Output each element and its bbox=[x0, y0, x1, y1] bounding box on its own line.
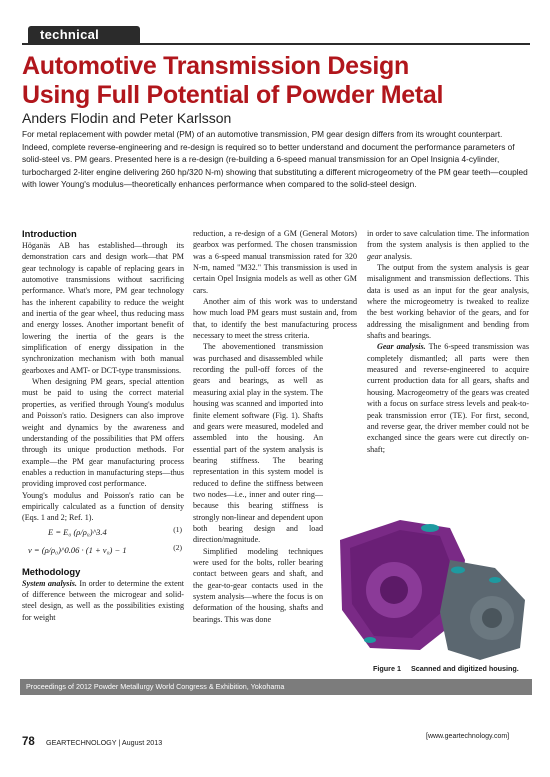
run-in-heading: Gear analysis. bbox=[377, 342, 426, 352]
proceedings-text: Proceedings of 2012 Powder Metallurgy World Congress & Exhibition, Yokohama bbox=[26, 682, 285, 691]
figure-caption-text: Scanned and digitized housing. bbox=[410, 664, 519, 673]
emphasis: gear bbox=[367, 251, 382, 261]
proceedings-bar bbox=[20, 679, 532, 695]
paragraph: The output from the system analysis is gear misalignment and transmission deflections. This data is used as an input for the gear analysis, where the microgeometry is tweaked to realize the best working behavior of the gears, and for addressing the misalignment and bending from shafts and bearings. bbox=[367, 263, 529, 341]
paragraph: In order to determine the extent of difference between the microgear and solid-steel design, as well as the possibilities existing for weight bbox=[22, 578, 184, 622]
paragraph: When designing PM gears, special attention must be paid to using the correct material properties, as verified through Young's modulus and Poisson's ratio. Designers can also improve weight and dynamics by the awareness and understanding of the possibilities that PM offers through its unique production methods. For example—the PM gear manufacturing process enables a reduction in manufacturing steps—thus providing improved cost performance. bbox=[22, 377, 184, 489]
paragraph: Simplified modeling techniques were used for the bolts, roller bearing contact between gears and shaft, and the gear-to-gear contacts used in the system analysis—where the focus is on deformation of the housing, shafts and bearings. This was done bbox=[193, 546, 323, 624]
column-3 bbox=[367, 228, 529, 455]
housing-illustration bbox=[330, 500, 530, 660]
paragraph: Another aim of this work was to understand how much load PM gears must sustain and, from that, to identify the best manufacturing process necessary to meet the stress criteria. bbox=[193, 297, 357, 341]
publication-info: GEARTECHNOLOGY | August 2013 bbox=[46, 738, 163, 747]
equation-1-number: (1) bbox=[173, 524, 182, 534]
website-url: [www.geartechnology.com] bbox=[426, 733, 510, 740]
title-line-2: Using Full Potential of Powder Metal bbox=[22, 81, 444, 109]
paragraph: reduction, a re-design of a GM (General Motors) gearbox was performed. The chosen transmission was a 6-speed manual transmission rated for 320 N-m, named "M32." This transmission is used in certain Opel Insignia models as well as other GM cars. bbox=[193, 229, 357, 295]
article-title bbox=[22, 52, 532, 110]
title-line-1: Automotive Transmission Design bbox=[22, 52, 409, 80]
column-1 bbox=[22, 228, 184, 623]
paragraph: Young's modulus and Poisson's ratio can be empirically calculated as a function of density (Eqs. 1 and 2; Ref. 1). bbox=[22, 490, 184, 523]
section-tab-label: technical bbox=[40, 27, 100, 42]
paragraph: The abovementioned transmission was purchased and disassembled while recording the pull-off forces of the gears and bearings, as well as measuring axial play in the system. The housing was scanned and imported into finite element software (Fig. 1). Shafts and gears were measured, modeled and assembled into the housing. An essential part of the system analysis is bearing stiffness. The bearing representation in this system model is reduced to define the stiffness between two nodes—i.e., inner and outer ring—because this bearing stiffness is strongly non-linear and dependent upon both bearing design and load direction/magnitude. bbox=[193, 342, 323, 545]
section-heading-introduction: Introduction bbox=[22, 228, 77, 239]
page-number: 78 bbox=[22, 736, 35, 748]
paragraph: The 6-speed transmission was completely dismantled; all parts were then measured and reverse-engineered to acquire current production data for all gears, shafts and housing. Macrogeometry of the gears was created with a focus on surface stress levels and peak-to-peak transmission error (TE). For first, second, and reverse gear, the driver member could not be exchanged since the gears were cut directly on-shaft; bbox=[367, 342, 529, 454]
equation-2-number: (2) bbox=[173, 542, 182, 552]
paragraph-end: analysis. bbox=[381, 251, 412, 261]
section-tab bbox=[28, 26, 140, 43]
figure-caption bbox=[373, 664, 529, 673]
figure-housing-image bbox=[330, 500, 530, 660]
equation-2 bbox=[22, 542, 184, 560]
paragraph: in order to save calculation time. The information from the system analysis is then applied to the bbox=[367, 229, 529, 250]
equation-1 bbox=[22, 524, 184, 542]
header-rule bbox=[22, 43, 530, 45]
article-authors: Anders Flodin and Peter Karlsson bbox=[22, 110, 232, 126]
equation-2-text: ν = (ρ/ρ₀)^0.06 · (1 + ν₀) − 1 bbox=[28, 544, 127, 555]
section-heading-methodology: Methodology bbox=[22, 565, 81, 577]
run-in-heading: System analysis. bbox=[22, 578, 77, 588]
paragraph: Höganäs AB has established—through its demonstration cars and design work—that PM gear technology is capable of replacing gears in automotive transmissions without sacrificing performance. What's more, PM gear technology has the inherent capability to reduce the weight and inertia of the gear wheel, thus reducing mass and energy losses. Another important benefit of lowering the inertia of the gears is the simplification of energy dissipation in the synchronization mechanism with both manual gearboxes and AMT- or DCT-type transmissions. bbox=[22, 241, 184, 375]
equation-1-text: E = E₀ (ρ/ρ₀)^3.4 bbox=[48, 526, 107, 537]
figure-label: Figure 1 bbox=[373, 664, 401, 673]
article-lead: For metal replacement with powder metal (PM) of an automotive transmission, PM gear design differs from its wrought counterpart. Indeed, complete reverse-engineering and re-design is required so to better understand and document the performance parameters of solid-steel vs. PM gears. Presented here is a re-design (re-building a 6-speed manual transmission for an Opel Insignia 4-cylinder, turbocharged 2-liter engine delivering 260 hp/320 N-m) showing that substituting a different microgeometry of the PM gear teeth—coupled with lower Young's modulus—theoretically enhances performance when compared to the solid-steel design. bbox=[22, 129, 528, 189]
